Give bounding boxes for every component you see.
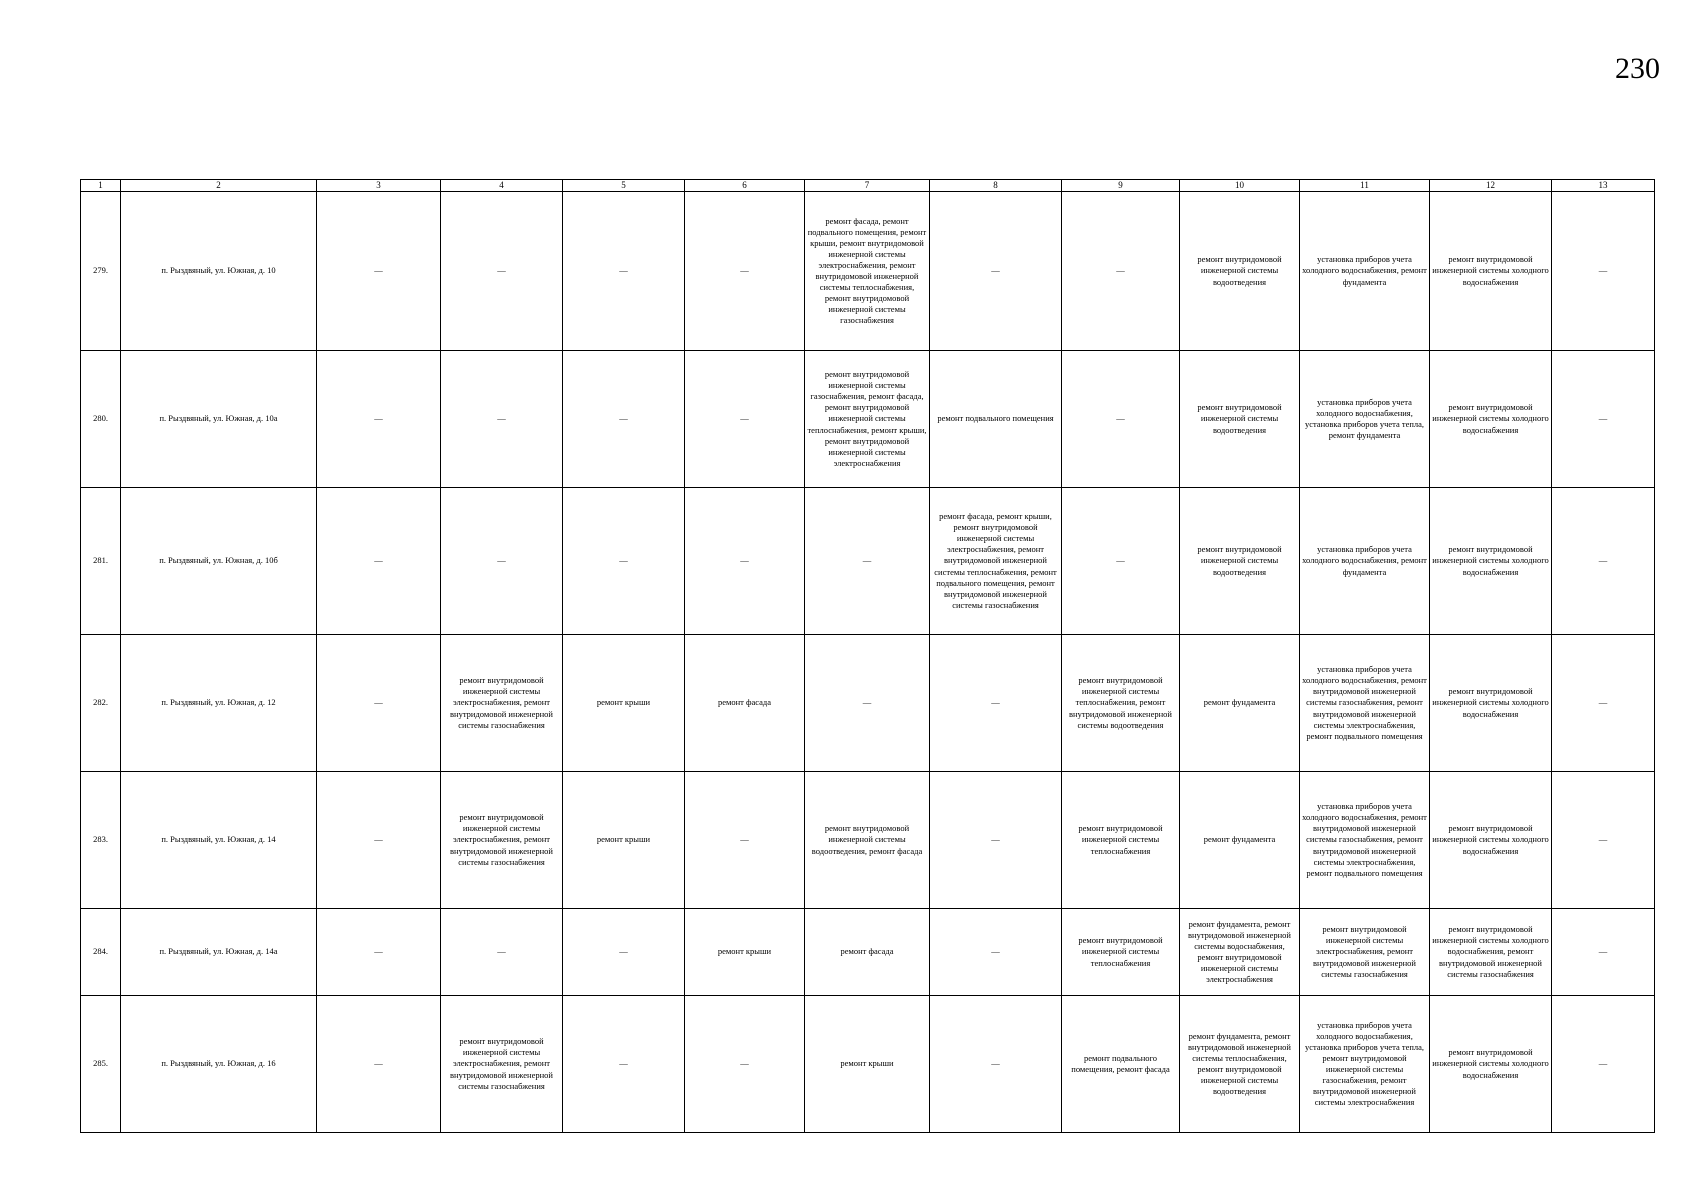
table-cell-col5: ремонт крыши	[563, 635, 685, 772]
table-cell-col8: ремонт подвального помещения	[930, 351, 1062, 488]
column-header: 11	[1300, 180, 1430, 192]
address-cell: п. Рыздвяный, ул. Южная, д. 14а	[121, 909, 317, 996]
schedule-table-container	[80, 179, 1654, 1133]
table-cell-col5: —	[563, 488, 685, 635]
table-cell-col9: ремонт внутридомовой инженерной системы теплоснабжения, ремонт внутридомовой инженерной системы водоотведения	[1062, 635, 1180, 772]
table-cell-col9: ремонт подвального помещения, ремонт фасада	[1062, 996, 1180, 1133]
table-cell-col10: ремонт фундамента	[1180, 635, 1300, 772]
table-cell-col7: —	[805, 488, 930, 635]
table-cell-col6: —	[685, 488, 805, 635]
table-cell-col9: ремонт внутридомовой инженерной системы теплоснабжения	[1062, 772, 1180, 909]
table-cell-col6: —	[685, 772, 805, 909]
table-cell-col4: ремонт внутридомовой инженерной системы электроснабжения, ремонт внутридомовой инженерной системы газоснабжения	[441, 996, 563, 1133]
table-cell-col4: —	[441, 488, 563, 635]
row-number-cell: 280.	[81, 351, 121, 488]
table-cell-col4: —	[441, 909, 563, 996]
table-cell-col7: ремонт внутридомовой инженерной системы газоснабжения, ремонт фасада, ремонт внутридомовой инженерной системы теплоснабжения, ремонт крыши, ремонт внутридомовой инженерной системы электроснабжения	[805, 351, 930, 488]
column-header: 5	[563, 180, 685, 192]
table-cell-col11: установка приборов учета холодного водоснабжения, установка приборов учета тепла, ремонт внутридомовой инженерной системы газоснабжения, ремонт внутридомовой инженерной системы электроснабжения	[1300, 996, 1430, 1133]
column-header: 1	[81, 180, 121, 192]
column-header: 2	[121, 180, 317, 192]
table-cell-col13: —	[1552, 996, 1655, 1133]
table-cell-col10: ремонт внутридомовой инженерной системы водоотведения	[1180, 351, 1300, 488]
table-cell-col10: ремонт фундамента, ремонт внутридомовой инженерной системы теплоснабжения, ремонт внутридомовой инженерной системы водоотведения	[1180, 996, 1300, 1133]
table-cell-col5: —	[563, 996, 685, 1133]
column-header: 13	[1552, 180, 1655, 192]
column-header: 6	[685, 180, 805, 192]
table-cell-col11: ремонт внутридомовой инженерной системы электроснабжения, ремонт внутридомовой инженерной системы газоснабжения	[1300, 909, 1430, 996]
table-cell-col3: —	[317, 488, 441, 635]
table-cell-col3: —	[317, 996, 441, 1133]
table-cell-col9: ремонт внутридомовой инженерной системы теплоснабжения	[1062, 909, 1180, 996]
table-cell-col12: ремонт внутридомовой инженерной системы холодного водоснабжения	[1430, 351, 1552, 488]
row-number-cell: 284.	[81, 909, 121, 996]
table-cell-col6: —	[685, 192, 805, 351]
table-cell-col13: —	[1552, 192, 1655, 351]
column-header: 7	[805, 180, 930, 192]
column-header: 8	[930, 180, 1062, 192]
table-cell-col7: ремонт фасада, ремонт подвального помещения, ремонт крыши, ремонт внутридомовой инженерной системы электроснабжения, ремонт внутридомовой инженерной системы теплоснабжения, ремонт внутридомовой инженерной системы газоснабжения	[805, 192, 930, 351]
table-cell-col6: ремонт крыши	[685, 909, 805, 996]
table-cell-col7: ремонт крыши	[805, 996, 930, 1133]
table-cell-col11: установка приборов учета холодного водоснабжения, ремонт внутридомовой инженерной системы газоснабжения, ремонт внутридомовой инженерной системы электроснабжения, ремонт подвального помещения	[1300, 772, 1430, 909]
address-cell: п. Рыздвяный, ул. Южная, д. 12	[121, 635, 317, 772]
table-cell-col10: ремонт фундамента	[1180, 772, 1300, 909]
table-cell-col8: —	[930, 635, 1062, 772]
row-number-cell: 285.	[81, 996, 121, 1133]
table-cell-col4: —	[441, 192, 563, 351]
table-cell-col6: ремонт фасада	[685, 635, 805, 772]
address-cell: п. Рыздвяный, ул. Южная, д. 10а	[121, 351, 317, 488]
table-cell-col6: —	[685, 996, 805, 1133]
page-number: 230	[1615, 52, 1660, 85]
table-row	[81, 909, 1655, 996]
table-cell-col13: —	[1552, 772, 1655, 909]
table-cell-col3: —	[317, 192, 441, 351]
table-cell-col8: —	[930, 996, 1062, 1133]
table-cell-col10: ремонт фундамента, ремонт внутридомовой инженерной системы водоснабжения, ремонт внутридомовой инженерной системы электроснабжения	[1180, 909, 1300, 996]
table-cell-col12: ремонт внутридомовой инженерной системы холодного водоснабжения	[1430, 772, 1552, 909]
table-row	[81, 996, 1655, 1133]
table-cell-col5: —	[563, 351, 685, 488]
table-cell-col3: —	[317, 635, 441, 772]
row-number-cell: 279.	[81, 192, 121, 351]
column-header: 12	[1430, 180, 1552, 192]
table-cell-col11: установка приборов учета холодного водоснабжения, ремонт фундамента	[1300, 488, 1430, 635]
table-cell-col4: ремонт внутридомовой инженерной системы электроснабжения, ремонт внутридомовой инженерной системы газоснабжения	[441, 772, 563, 909]
table-cell-col3: —	[317, 772, 441, 909]
address-cell: п. Рыздвяный, ул. Южная, д. 16	[121, 996, 317, 1133]
column-header: 4	[441, 180, 563, 192]
table-cell-col9: —	[1062, 488, 1180, 635]
table-body	[81, 192, 1655, 1133]
table-cell-col8: —	[930, 909, 1062, 996]
row-number-cell: 283.	[81, 772, 121, 909]
table-cell-col6: —	[685, 351, 805, 488]
table-cell-col13: —	[1552, 351, 1655, 488]
table-cell-col7: —	[805, 635, 930, 772]
table-cell-col7: ремонт внутридомовой инженерной системы водоотведения, ремонт фасада	[805, 772, 930, 909]
table-cell-col12: ремонт внутридомовой инженерной системы холодного водоснабжения	[1430, 488, 1552, 635]
table-cell-col8: ремонт фасада, ремонт крыши, ремонт внутридомовой инженерной системы электроснабжения, ремонт внутридомовой инженерной системы теплоснабжения, ремонт подвального помещения, ремонт внутридомовой инженерной системы газоснабжения	[930, 488, 1062, 635]
column-number-row	[81, 180, 1655, 192]
table-cell-col10: ремонт внутридомовой инженерной системы водоотведения	[1180, 192, 1300, 351]
table-cell-col10: ремонт внутридомовой инженерной системы водоотведения	[1180, 488, 1300, 635]
table-cell-col3: —	[317, 351, 441, 488]
schedule-table	[80, 179, 1655, 1133]
table-cell-col5: —	[563, 909, 685, 996]
table-cell-col4: ремонт внутридомовой инженерной системы электроснабжения, ремонт внутридомовой инженерной системы газоснабжения	[441, 635, 563, 772]
table-cell-col9: —	[1062, 351, 1180, 488]
table-row	[81, 488, 1655, 635]
table-row	[81, 351, 1655, 488]
table-cell-col13: —	[1552, 488, 1655, 635]
table-cell-col12: ремонт внутридомовой инженерной системы холодного водоснабжения	[1430, 996, 1552, 1133]
table-cell-col5: —	[563, 192, 685, 351]
address-cell: п. Рыздвяный, ул. Южная, д. 10б	[121, 488, 317, 635]
table-cell-col8: —	[930, 772, 1062, 909]
address-cell: п. Рыздвяный, ул. Южная, д. 10	[121, 192, 317, 351]
row-number-cell: 282.	[81, 635, 121, 772]
table-cell-col11: установка приборов учета холодного водоснабжения, ремонт фундамента	[1300, 192, 1430, 351]
column-header: 10	[1180, 180, 1300, 192]
table-cell-col5: ремонт крыши	[563, 772, 685, 909]
table-cell-col11: установка приборов учета холодного водоснабжения, установка приборов учета тепла, ремонт фундамента	[1300, 351, 1430, 488]
table-cell-col7: ремонт фасада	[805, 909, 930, 996]
address-cell: п. Рыздвяный, ул. Южная, д. 14	[121, 772, 317, 909]
table-cell-col11: установка приборов учета холодного водоснабжения, ремонт внутридомовой инженерной системы газоснабжения, ремонт внутридомовой инженерной системы электроснабжения, ремонт подвального помещения	[1300, 635, 1430, 772]
table-row	[81, 192, 1655, 351]
table-row	[81, 635, 1655, 772]
table-cell-col3: —	[317, 909, 441, 996]
table-cell-col8: —	[930, 192, 1062, 351]
table-cell-col13: —	[1552, 635, 1655, 772]
table-cell-col13: —	[1552, 909, 1655, 996]
table-cell-col9: —	[1062, 192, 1180, 351]
table-row	[81, 772, 1655, 909]
row-number-cell: 281.	[81, 488, 121, 635]
table-cell-col12: ремонт внутридомовой инженерной системы холодного водоснабжения, ремонт внутридомовой инженерной системы газоснабжения	[1430, 909, 1552, 996]
table-cell-col12: ремонт внутридомовой инженерной системы холодного водоснабжения	[1430, 635, 1552, 772]
table-cell-col4: —	[441, 351, 563, 488]
column-header: 3	[317, 180, 441, 192]
table-cell-col12: ремонт внутридомовой инженерной системы холодного водоснабжения	[1430, 192, 1552, 351]
column-header: 9	[1062, 180, 1180, 192]
